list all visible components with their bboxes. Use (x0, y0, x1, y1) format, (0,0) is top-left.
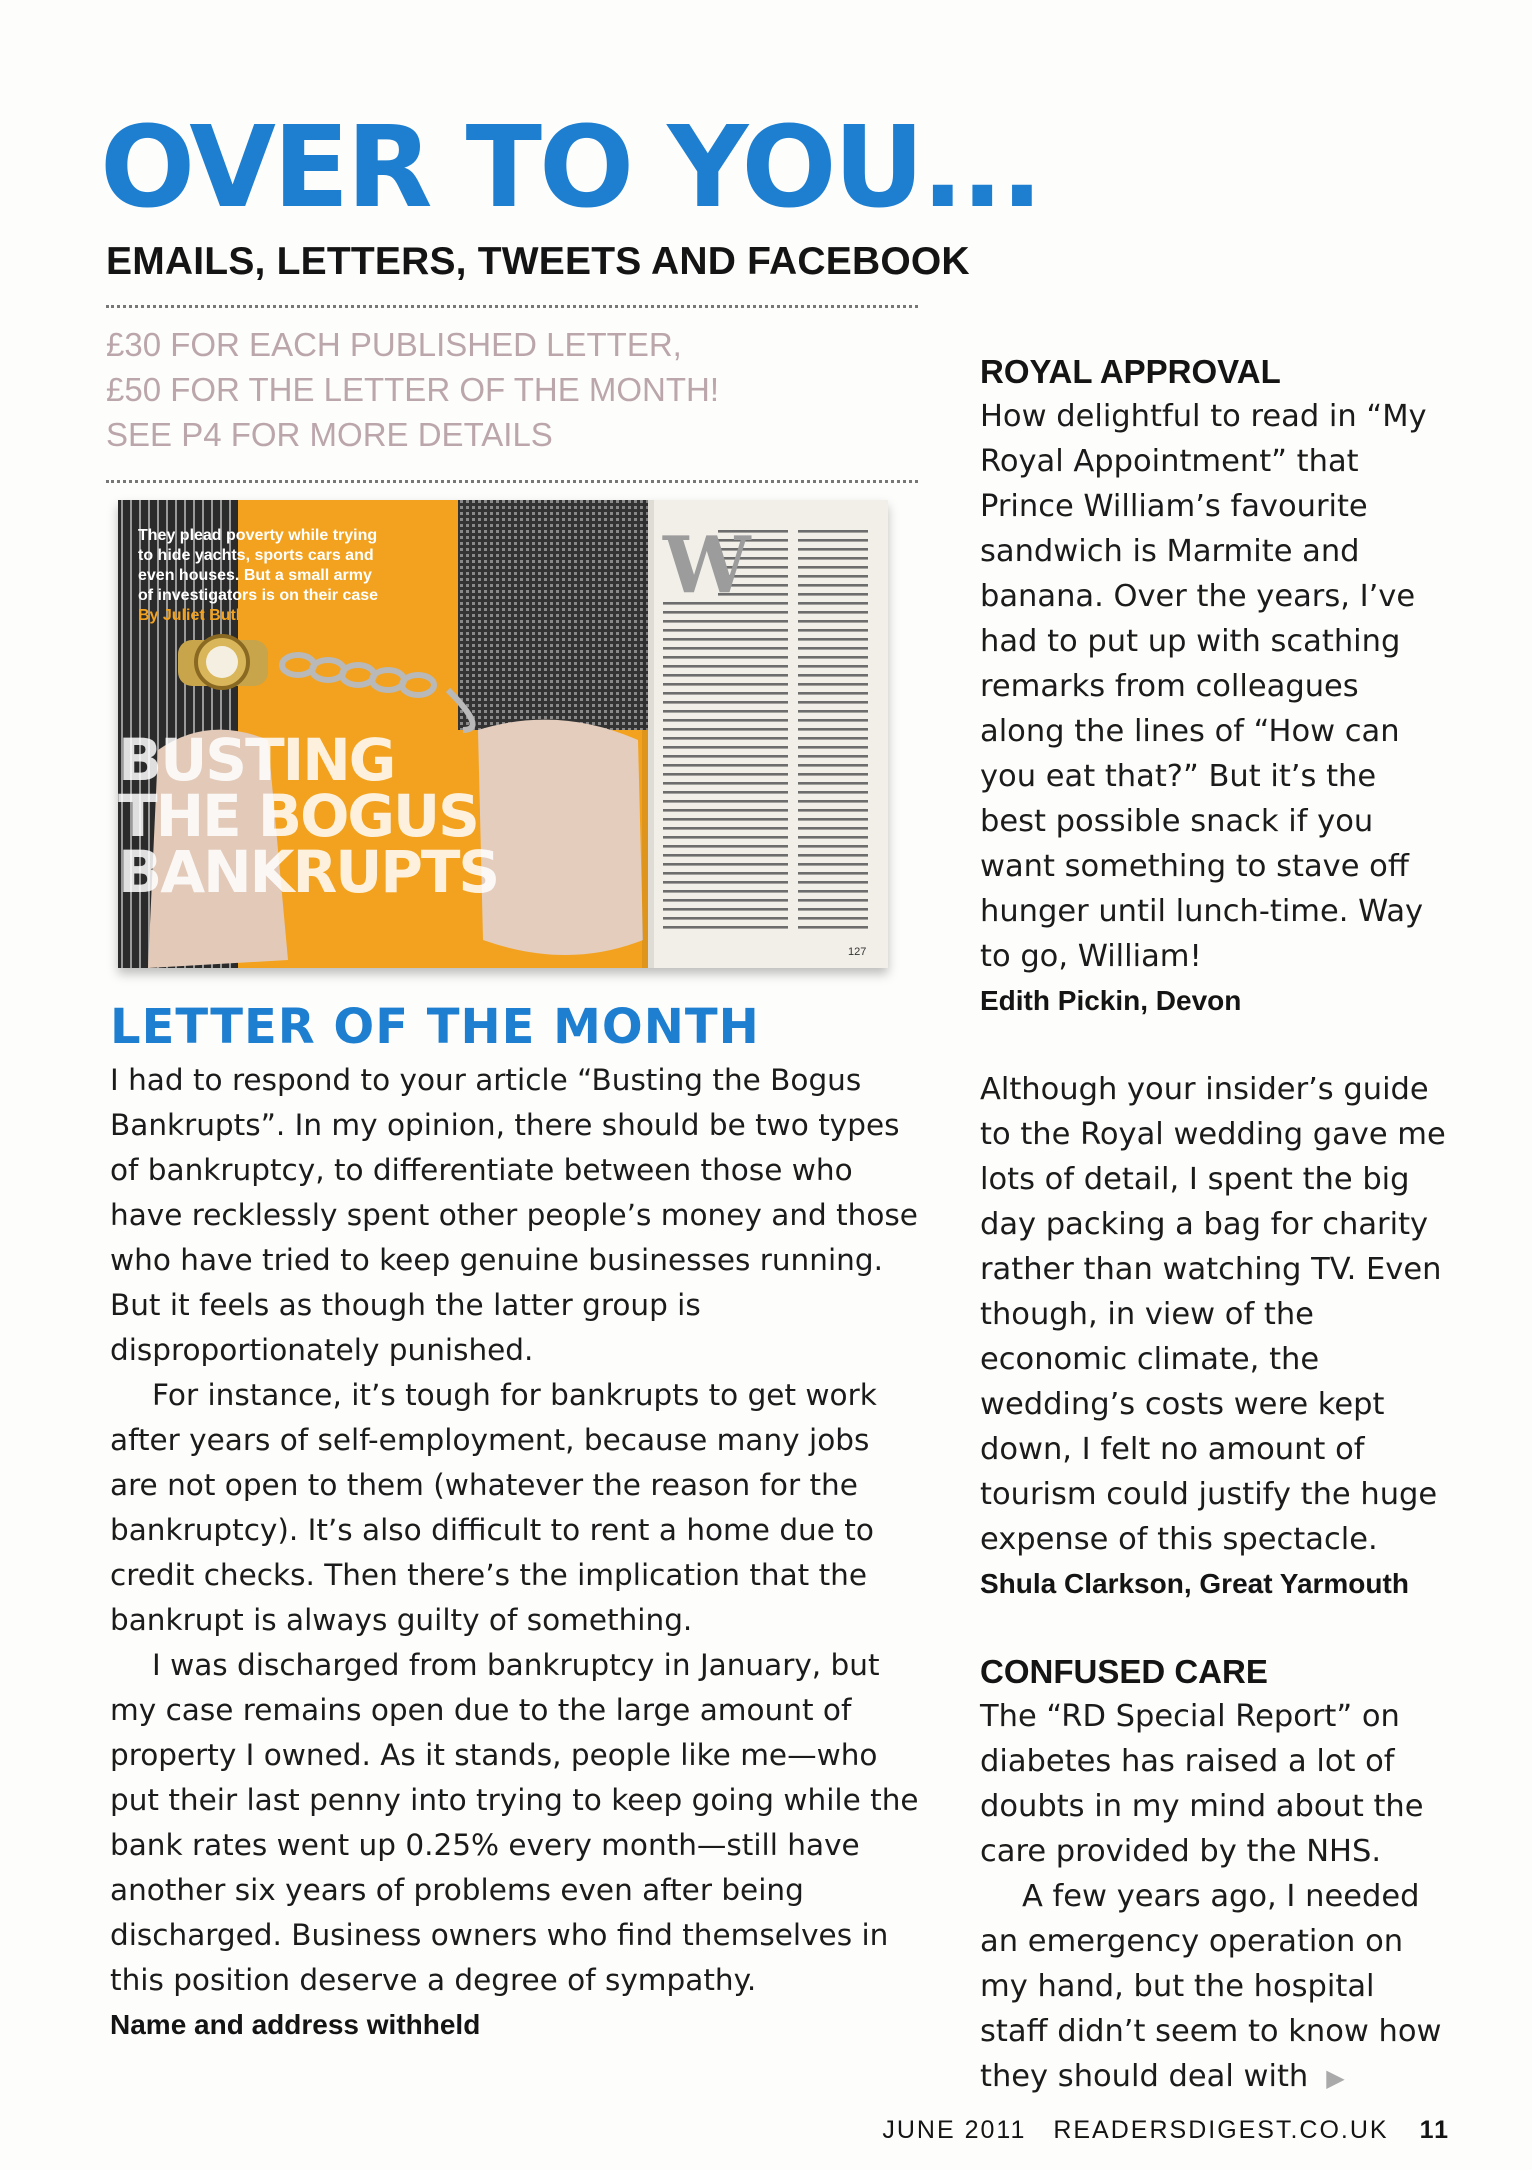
spread-headline: THE BOGUS (118, 782, 478, 850)
royal-approval-signature: Edith Pickin, Devon (980, 985, 1242, 1016)
right-hand (478, 720, 643, 955)
divider-bottom (106, 480, 918, 483)
letter-signature: Name and address withheld (110, 2009, 481, 2040)
tweed-sleeve (458, 500, 648, 730)
drop-cap: W (663, 520, 751, 611)
prize-info (106, 322, 719, 457)
prize-line: SEE P4 FOR MORE DETAILS (106, 416, 553, 453)
page-footer (882, 2116, 1450, 2145)
standfirst-line: of investigators is on their case (138, 587, 379, 604)
spread-page-number: 127 (848, 946, 867, 958)
royal-wedding-body: Although your insider’s guide to the Royal wedding gave me lots of detail, I spent the big day packing a bag for charity rather than watching TV. Even though, in view of the economic climate, the wedding’s costs were kept down, I felt no amount of tourism could justify the huge expense of this spectacle. (980, 1072, 1446, 1557)
letters-column (980, 350, 1450, 2101)
divider-top (106, 305, 918, 308)
footer-issue: JUNE 2011 (882, 2116, 1027, 2144)
spread-headline: BUSTING (118, 726, 395, 794)
footer-site: READERSDIGEST.CO.UK (1053, 2116, 1389, 2144)
confused-care-paragraph (980, 1874, 1450, 2101)
prize-line: £50 FOR THE LETTER OF THE MONTH! (106, 371, 720, 408)
magazine-spread-image (118, 500, 888, 968)
royal-approval-body: How delightful to read in “My Royal Appointment” that Prince William’s favourite sandwich is Marmite and banana. Over the years, I’ve had to put up with scathing remarks from colleagues along the lines of “How can you eat that?” But it’s the best possible snack if you want something to stave off hunger until lunch-time. Way to go, William! (980, 399, 1427, 974)
page-title: OVER TO YOU... (100, 103, 1041, 233)
confused-care-heading: CONFUSED CARE (980, 1653, 1268, 1690)
letter-of-the-month-title: LETTER OF THE MONTH (110, 999, 760, 1055)
royal-approval-heading: ROYAL APPROVAL (980, 353, 1281, 390)
prize-line: £30 FOR EACH PUBLISHED LETTER, (106, 326, 682, 363)
standfirst-line: They plead poverty while trying (138, 527, 378, 544)
confused-care-text: A few years ago, I needed an emergency operation on my hand, but the hospital staff didn’t seem to know how they should deal with (980, 1879, 1442, 2094)
spread-headline: BANKRUPTS (118, 838, 499, 906)
continue-arrow-icon: ▶ (1326, 2064, 1345, 2092)
letter-paragraph: I had to respond to your article “Busting the Bogus Bankrupts”. In my opinion, there should be two types of bankruptcy, to differentiate between those who have recklessly spent other people’s money and those who have tried to keep genuine businesses running. But it feels as though the latter group is disproportionately punished. (110, 1063, 918, 1367)
standfirst-line: even houses. But a small army (138, 567, 372, 584)
royal-wedding-signature: Shula Clarkson, Great Yarmouth (980, 1568, 1409, 1599)
standfirst-line: to hide yachts, sports cars and (138, 547, 374, 564)
page-number: 11 (1419, 2116, 1450, 2144)
letter-of-the-month (110, 996, 920, 2047)
letter-paragraph: For instance, it’s tough for bankrupts to get work after years of self-employment, because many jobs are not open to them (whatever the reason for the bankruptcy). It’s also difficult to rent a home due to credit checks. Then there’s the implication that the bankrupt is always guilty of something. (110, 1378, 877, 1637)
letter-paragraph: I was discharged from bankruptcy in January, but my case remains open due to the large amount of property I owned. As it stands, people like me—who put their last penny into trying to keep going while the bank rates went up 0.25% every month—still have another six years of problems even after being discharged. Business owners who find themselves in this position deserve a degree of sympathy. (110, 1648, 919, 1997)
spread-byline: By Juliet Butler (138, 607, 256, 624)
page-subtitle: EMAILS, LETTERS, TWEETS AND FACEBOOK (106, 240, 970, 283)
confused-care-paragraph: The “RD Special Report” on diabetes has raised a lot of doubts in my mind about the care provided by the NHS. (980, 1699, 1424, 1869)
